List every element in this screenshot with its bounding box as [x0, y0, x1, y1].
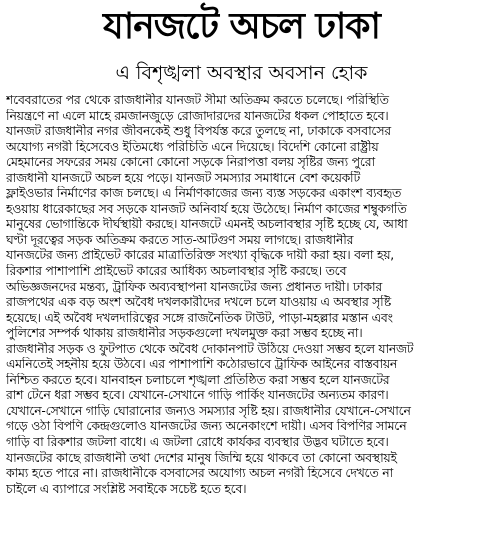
article-body — [6, 93, 479, 497]
article-line: ঘণ্টা দূরত্বের সড়ক অতিক্রম করতে সাত-আটগুণ সময় লাগছে। রাজধানীর — [6, 232, 354, 247]
article-line: রাজধানী যানজটে অচল হয়ে পড়ে। যানজট সমস্যার সমাধানে বেশ কয়েকটি — [6, 170, 361, 185]
article-line: এমনিতেই সহনীয় হয়ে উঠবে। এর পাশাপাশি কঠোরভাবে ট্রাফিক আইনের বাস্তবায়ন — [6, 357, 398, 372]
article-line: রিকশার পাশাপাশি প্রাইভেট কারের আধিক্য অচলাবস্থার সৃষ্টি করছে। তবে — [6, 264, 347, 279]
article-line: নিশ্চিত করতে হবে। যানবাহন চলাচলে শৃঙ্খলা প্রতিষ্ঠিত করা সম্ভব হলে যানজটের — [6, 372, 390, 387]
subheadline: এ বিশৃঙ্খলা অবস্থার অবসান হোক — [115, 62, 368, 84]
article-line: যানজটের কাছে রাজধানী তথা দেশের মানুষ জিম্মি হয়ে থাকবে তা কোনো অবস্থায়ই — [6, 450, 397, 465]
article-line: কাম্য হতে পারে না। রাজধানীকে বসবাসের অযোগ্য অচল নগরী হিসেবে দেখতে না — [6, 466, 393, 481]
article-line: রাজপথের এক বড় অংশ অবৈধ দখলকারীদের দখলে চলে যাওয়ায় এ অবস্থার সৃষ্টি — [6, 295, 391, 310]
article-line: যানজট রাজধানীর নগর জীবনকেই শুধু বিপর্যস্ত করে তুলছে না, ঢাকাকে বসবাসের — [6, 124, 391, 139]
headline: যানজটে অচল ঢাকা — [103, 6, 380, 47]
article-line: অভিজ্ঞজনদের মন্তব্য, ট্রাফিক অব্যবস্থাপনা যানজটের জন্য প্রধানত দায়ী। ঢাকার — [6, 279, 382, 294]
article-line: রাশ টেনে ধরা সম্ভব হবে। যেখানে-সেখানে গাড়ি পার্কিং যানজটের অন্যতম কারণ। — [6, 388, 389, 403]
article-line: নিয়ন্ত্রণে না এলে মাহে রমজানজুড়ে রোজাদারদের যানজটের ধকল পোহাতে হবে। — [6, 108, 389, 123]
article-line: গাড়ি বা রিকশার জটলা বাধে। এ জটলা রোধে কার্যকর ব্যবস্থার উদ্ভব ঘটাতে হবে। — [6, 435, 389, 450]
article-line: মানুষের ভোগান্তিকে দীর্ঘস্থায়ী করছে। যানজটে এমনই অচলাবস্থার সৃষ্টি হচ্ছে যে, আধা — [6, 217, 408, 232]
article-line: মেহমানের সফরের সময় কোনো কোনো সড়কে নিরাপত্তা বলয় সৃষ্টির জন্য পুরো — [6, 155, 375, 170]
article-line: অযোগ্য নগরী হিসেবেও ইতিমধ্যে পরিচিতি এনে দিয়েছে। বিদেশি কোনো রাষ্ট্রীয় — [6, 139, 379, 154]
article-line: যানজটের জন্য প্রাইভেট কারের মাত্রাতিরিক্ত সংখ্যা বৃদ্ধিকে দায়ী করা হয়। বলা হয়, — [6, 248, 395, 263]
article-line: হয়েছে। এই অবৈধ দখলদারিত্বের সঙ্গে রাজনৈতিক টাউট, পাড়া-মহল্লার মস্তান এবং — [6, 310, 393, 325]
article-line: গড়ে ওঠা বিপণি কেন্দ্রগুলোও যানজটের জন্য অনেকাংশে দায়ী। এসব বিপণির সামনে — [6, 419, 407, 434]
article-line: চাইলে এ ব্যাপারে সংশ্লিষ্ট সবাইকে সচেষ্ট হতে হবে। — [6, 481, 247, 496]
article-line: শবেবরাতের পর থেকে রাজধানীর যানজট সীমা অতিক্রম করতে চলেছে। পরিস্থিতি — [6, 93, 389, 107]
article-line: ফ্লাইওভার নির্মাণের কাজ চলছে। এ নির্মাণকাজের জন্য ব্যস্ত সড়কের একাংশ ব্যবহৃত — [6, 186, 402, 201]
article-line: রাজধানীর সড়ক ও ফুটপাত থেকে অবৈধ দোকানপাট উঠিয়ে দেওয়া সম্ভব হলে যানজট — [6, 341, 414, 356]
article-line: পুলিশের সম্পর্ক থাকায় রাজধানীর সড়কগুলো দখলমুক্ত করা সম্ভব হচ্ছে না। — [6, 326, 363, 341]
article-line: হওয়ায় ধারেকাছের সব সড়কে যানজট অনিবার্য হয়ে উঠেছে। নির্মাণ কাজের শম্বুকগতি — [6, 201, 407, 216]
article-line: যেখানে-সেখানে গাড়ি ঘোরানোর জন্যও সমস্যার সৃষ্টি হয়। রাজধানীর যেখানে-সেখানে — [6, 403, 411, 418]
